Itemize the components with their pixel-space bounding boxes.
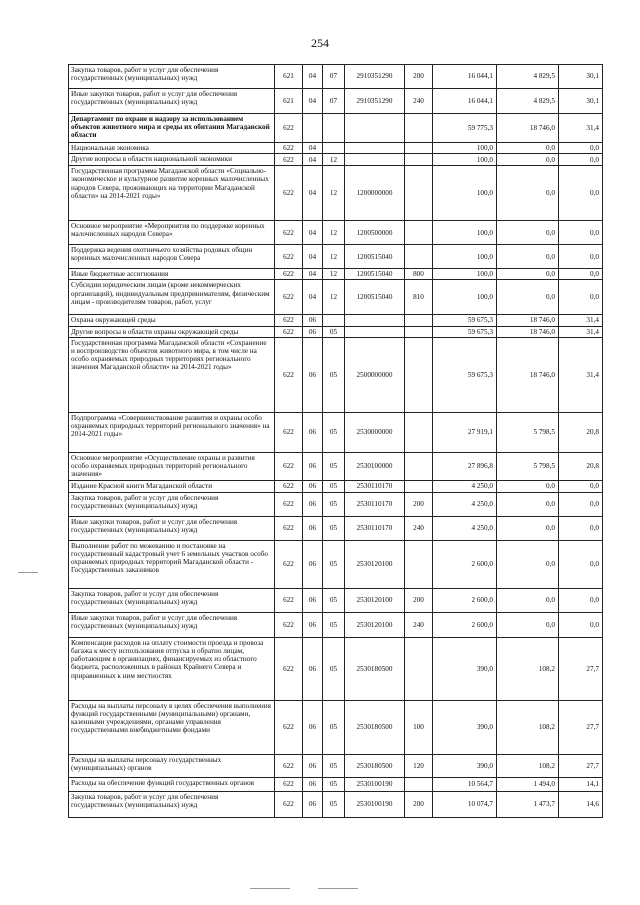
cell-ved: 622 [275, 221, 303, 245]
cell-fact: 4 829,5 [497, 65, 559, 89]
cell-csr [345, 114, 405, 143]
table-row [69, 337, 603, 412]
cell-percent: 0,0 [559, 492, 603, 516]
cell-csr: 2530100000 [345, 452, 405, 480]
cell-csr: 1200515040 [345, 280, 405, 315]
cell-vr [405, 480, 433, 492]
cell-fact: 0,0 [497, 516, 559, 540]
table-row [69, 221, 603, 245]
cell-fact: 18 746,0 [497, 315, 559, 326]
table-row [69, 412, 603, 452]
cell-plan: 2 600,0 [433, 588, 497, 612]
table-row [69, 791, 603, 817]
table-row [69, 245, 603, 269]
cell-csr: 2530100190 [345, 791, 405, 817]
cell-vr: 120 [405, 754, 433, 777]
page-number: 254 [311, 36, 329, 50]
cell-csr: 1200500000 [345, 221, 405, 245]
cell-vr [405, 143, 433, 154]
cell-pr: 05 [323, 492, 345, 516]
cell-fact: 0,0 [497, 269, 559, 280]
cell-plan: 390,0 [433, 754, 497, 777]
cell-ved: 622 [275, 480, 303, 492]
cell-fact: 0,0 [497, 166, 559, 221]
cell-csr: 2530120100 [345, 540, 405, 588]
cell-pr: 05 [323, 588, 345, 612]
cell-ved: 622 [275, 166, 303, 221]
table-row [69, 516, 603, 540]
cell-rz: 04 [303, 143, 323, 154]
table-row [69, 700, 603, 754]
cell-csr: 1200515040 [345, 269, 405, 280]
cell-name: Другие вопросы в области национальной экономики [69, 154, 275, 166]
cell-percent: 31,4 [559, 337, 603, 412]
cell-fact: 5 798,5 [497, 412, 559, 452]
cell-csr: 2530120100 [345, 612, 405, 637]
cell-vr: 200 [405, 588, 433, 612]
cell-plan: 27 919,1 [433, 412, 497, 452]
table-row [69, 777, 603, 791]
table-row [69, 452, 603, 480]
cell-csr [345, 326, 405, 337]
budget-table-body [69, 65, 603, 818]
cell-rz: 06 [303, 337, 323, 412]
cell-plan: 59 675,3 [433, 315, 497, 326]
cell-rz: 06 [303, 412, 323, 452]
cell-plan: 4 250,0 [433, 492, 497, 516]
cell-percent: 0,0 [559, 221, 603, 245]
cell-rz: 04 [303, 89, 323, 114]
cell-pr: 05 [323, 754, 345, 777]
cell-pr: 05 [323, 700, 345, 754]
cell-rz: 06 [303, 540, 323, 588]
cell-name: Расходы на выплаты персоналу в целях обеспечения выполнения функций государственными (муниципальными) органами, казенными учреждениями, органами управления государственными внебюджетными фондами [69, 700, 275, 754]
cell-ved: 622 [275, 337, 303, 412]
cell-name: Иные закупки товаров, работ и услуг для обеспечения государственных (муниципальных) нужд [69, 612, 275, 637]
cell-vr [405, 315, 433, 326]
cell-name: Основное мероприятие «Осуществление охраны и развития особо охраняемых природных территорий регионального значения» [69, 452, 275, 480]
cell-fact: 4 829,5 [497, 89, 559, 114]
cell-percent: 31,4 [559, 326, 603, 337]
cell-name: Расходы на обеспечение функций государственных органов [69, 777, 275, 791]
cell-vr: 240 [405, 89, 433, 114]
cell-vr: 240 [405, 612, 433, 637]
cell-pr: 05 [323, 540, 345, 588]
cell-rz: 06 [303, 480, 323, 492]
cell-rz: 04 [303, 280, 323, 315]
cell-pr: 05 [323, 412, 345, 452]
cell-plan: 100,0 [433, 280, 497, 315]
cell-vr: 100 [405, 700, 433, 754]
cell-plan: 100,0 [433, 166, 497, 221]
table-row [69, 143, 603, 154]
cell-fact: 0,0 [497, 143, 559, 154]
cell-ved: 622 [275, 412, 303, 452]
cell-plan: 59 775,3 [433, 114, 497, 143]
cell-percent: 0,0 [559, 245, 603, 269]
cell-vr [405, 114, 433, 143]
cell-percent: 0,0 [559, 480, 603, 492]
cell-plan: 2 600,0 [433, 612, 497, 637]
cell-rz: 04 [303, 65, 323, 89]
cell-plan: 390,0 [433, 637, 497, 700]
cell-name: Департамент по охране и надзору за использованием объектов животного мира и среды их обитания Магаданской области [69, 114, 275, 143]
cell-percent: 0,0 [559, 154, 603, 166]
cell-name: Закупка товаров, работ и услуг для обеспечения государственных (муниципальных) нужд [69, 791, 275, 817]
cell-csr: 2910351290 [345, 65, 405, 89]
table-row [69, 166, 603, 221]
cell-rz: 06 [303, 754, 323, 777]
cell-pr: 05 [323, 637, 345, 700]
cell-rz: 06 [303, 791, 323, 817]
cell-vr [405, 412, 433, 452]
cell-rz: 04 [303, 154, 323, 166]
cell-percent: 31,4 [559, 315, 603, 326]
cell-ved: 622 [275, 754, 303, 777]
cell-name: Государственная программа Магаданской области «Сохранение и воспроизводство объектов животного мира, в том числе на особо охраняемых природных территориях регионального значения Магаданской области» на 2014-2021 годы» [69, 337, 275, 412]
cell-vr: 810 [405, 280, 433, 315]
cell-csr: 2530180500 [345, 700, 405, 754]
cell-ved: 622 [275, 280, 303, 315]
cell-plan: 2 600,0 [433, 540, 497, 588]
cell-vr [405, 326, 433, 337]
cell-csr: 1200000000 [345, 166, 405, 221]
cell-rz: 06 [303, 492, 323, 516]
cell-fact: 0,0 [497, 245, 559, 269]
cell-percent: 0,0 [559, 269, 603, 280]
cell-fact: 108,2 [497, 754, 559, 777]
cell-percent: 0,0 [559, 280, 603, 315]
cell-ved: 622 [275, 245, 303, 269]
cell-ved: 622 [275, 612, 303, 637]
cell-percent: 0,0 [559, 588, 603, 612]
cell-csr: 2530180500 [345, 637, 405, 700]
cell-fact: 0,0 [497, 612, 559, 637]
cell-fact: 0,0 [497, 540, 559, 588]
table-row [69, 588, 603, 612]
cell-ved: 622 [275, 143, 303, 154]
cell-plan: 27 896,8 [433, 452, 497, 480]
cell-pr: 05 [323, 777, 345, 791]
table-row [69, 612, 603, 637]
cell-pr: 12 [323, 154, 345, 166]
cell-rz: 04 [303, 245, 323, 269]
cell-ved: 622 [275, 700, 303, 754]
table-row [69, 540, 603, 588]
table-row [69, 637, 603, 700]
cell-rz: 06 [303, 700, 323, 754]
cell-vr [405, 337, 433, 412]
cell-rz: 06 [303, 588, 323, 612]
cell-vr: 240 [405, 516, 433, 540]
cell-pr: 12 [323, 269, 345, 280]
cell-fact: 0,0 [497, 221, 559, 245]
cell-csr: 1200515040 [345, 245, 405, 269]
table-row [69, 315, 603, 326]
cell-vr: 200 [405, 492, 433, 516]
cell-csr: 2530110170 [345, 480, 405, 492]
cell-name: Иные бюджетные ассигнования [69, 269, 275, 280]
cell-percent: 27,7 [559, 700, 603, 754]
cell-fact: 0,0 [497, 154, 559, 166]
cell-plan: 10 564,7 [433, 777, 497, 791]
cell-plan: 100,0 [433, 143, 497, 154]
cell-ved: 622 [275, 777, 303, 791]
cell-rz: 04 [303, 269, 323, 280]
cell-vr: 800 [405, 269, 433, 280]
cell-name: Закупка товаров, работ и услуг для обеспечения государственных (муниципальных) нужд [69, 588, 275, 612]
cell-percent: 14,1 [559, 777, 603, 791]
cell-plan: 100,0 [433, 154, 497, 166]
cell-name: Другие вопросы в области охраны окружающей среды [69, 326, 275, 337]
cell-fact: 18 746,0 [497, 337, 559, 412]
cell-fact: 108,2 [497, 637, 559, 700]
cell-pr: 05 [323, 480, 345, 492]
cell-fact: 108,2 [497, 700, 559, 754]
cell-pr: 05 [323, 516, 345, 540]
cell-rz: 04 [303, 221, 323, 245]
cell-vr: 200 [405, 791, 433, 817]
cell-ved: 622 [275, 326, 303, 337]
cell-pr: 05 [323, 337, 345, 412]
cell-name: Закупка товаров, работ и услуг для обеспечения государственных (муниципальных) нужд [69, 492, 275, 516]
cell-fact: 0,0 [497, 588, 559, 612]
cell-pr: 07 [323, 89, 345, 114]
cell-plan: 4 250,0 [433, 480, 497, 492]
cell-percent: 30,1 [559, 65, 603, 89]
scan-artifact [318, 888, 358, 889]
cell-csr: 2530110170 [345, 516, 405, 540]
table-row [69, 114, 603, 143]
cell-percent: 20,8 [559, 412, 603, 452]
cell-name: Иные закупки товаров, работ и услуг для обеспечения государственных (муниципальных) нужд [69, 89, 275, 114]
cell-csr [345, 315, 405, 326]
table-row [69, 480, 603, 492]
table-row [69, 89, 603, 114]
cell-rz: 06 [303, 637, 323, 700]
cell-fact: 18 746,0 [497, 114, 559, 143]
cell-percent: 0,0 [559, 516, 603, 540]
table-row [69, 269, 603, 280]
cell-csr: 2910351290 [345, 89, 405, 114]
cell-rz: 04 [303, 166, 323, 221]
cell-ved: 622 [275, 315, 303, 326]
cell-name: Охрана окружающей среды [69, 315, 275, 326]
cell-plan: 390,0 [433, 700, 497, 754]
cell-plan: 4 250,0 [433, 516, 497, 540]
scan-artifact [18, 572, 38, 573]
cell-fact: 18 746,0 [497, 326, 559, 337]
cell-csr: 2530110170 [345, 492, 405, 516]
cell-ved: 622 [275, 269, 303, 280]
cell-ved: 621 [275, 89, 303, 114]
cell-plan: 59 675,3 [433, 326, 497, 337]
table-row [69, 326, 603, 337]
cell-ved: 622 [275, 791, 303, 817]
cell-name: Государственная программа Магаданской области «Социально-экономическое и культурное развитие коренных малочисленных народов Севера, проживающих на территории Магаданской области» на 2014-2021 годы» [69, 166, 275, 221]
cell-plan: 100,0 [433, 269, 497, 280]
cell-rz: 06 [303, 452, 323, 480]
cell-vr [405, 221, 433, 245]
cell-pr: 05 [323, 612, 345, 637]
cell-ved: 622 [275, 114, 303, 143]
cell-vr [405, 777, 433, 791]
table-row [69, 154, 603, 166]
cell-rz: 06 [303, 612, 323, 637]
cell-percent: 0,0 [559, 612, 603, 637]
cell-ved: 622 [275, 516, 303, 540]
cell-name: Иные закупки товаров, работ и услуг для обеспечения государственных (муниципальных) нужд [69, 516, 275, 540]
cell-name: Выполнение работ по межеванию и постановке на государственный кадастровый учет 6 земельных участков особо охраняемых природных территорий Магаданской области - Государственных заказников [69, 540, 275, 588]
cell-name: Компенсация расходов на оплату стоимости проезда и провоза багажа к месту использования отпуска и обратно лицам, работающим в организациях, финансируемых из областного бюджета, расположенных в районах Крайнего Севера и приравненных к ним местностях [69, 637, 275, 700]
cell-percent: 27,7 [559, 637, 603, 700]
cell-ved: 622 [275, 540, 303, 588]
cell-rz: 06 [303, 326, 323, 337]
cell-csr: 2500000000 [345, 337, 405, 412]
cell-fact: 1 473,7 [497, 791, 559, 817]
cell-percent: 0,0 [559, 166, 603, 221]
cell-vr [405, 154, 433, 166]
cell-percent: 20,8 [559, 452, 603, 480]
cell-percent: 0,0 [559, 540, 603, 588]
cell-ved: 622 [275, 588, 303, 612]
budget-table [68, 64, 603, 818]
table-row [69, 280, 603, 315]
cell-pr [323, 143, 345, 154]
table-row [69, 65, 603, 89]
cell-percent: 27,7 [559, 754, 603, 777]
cell-plan: 100,0 [433, 221, 497, 245]
cell-name: Основное мероприятие «Мероприятия по поддержке коренных малочисленных народов Севера» [69, 221, 275, 245]
cell-fact: 1 494,0 [497, 777, 559, 791]
cell-plan: 100,0 [433, 245, 497, 269]
cell-name: Субсидии юридическим лицам (кроме некоммерческих организаций), индивидуальным предпринимателям, физическим лицам - производителям товаров, работ, услуг [69, 280, 275, 315]
cell-rz [303, 114, 323, 143]
cell-ved: 621 [275, 65, 303, 89]
cell-name: Подпрограмма «Совершенствование развития и охраны особо охраняемых природных территорий регионального значения» на 2014-2021 годы» [69, 412, 275, 452]
cell-csr: 2530180500 [345, 754, 405, 777]
cell-csr: 2530120100 [345, 588, 405, 612]
cell-percent: 31,4 [559, 114, 603, 143]
cell-fact: 0,0 [497, 492, 559, 516]
table-row [69, 754, 603, 777]
cell-fact: 5 798,5 [497, 452, 559, 480]
cell-name: Национальная экономика [69, 143, 275, 154]
cell-plan: 59 675,3 [433, 337, 497, 412]
cell-fact: 0,0 [497, 480, 559, 492]
cell-pr: 12 [323, 221, 345, 245]
cell-pr: 12 [323, 245, 345, 269]
cell-pr: 12 [323, 166, 345, 221]
cell-name: Поддержка ведения охотничьего хозяйства родовых общин коренных малочисленных народов Севера [69, 245, 275, 269]
cell-plan: 10 074,7 [433, 791, 497, 817]
cell-plan: 16 044,1 [433, 65, 497, 89]
cell-rz: 06 [303, 777, 323, 791]
cell-ved: 622 [275, 637, 303, 700]
cell-ved: 622 [275, 452, 303, 480]
cell-pr: 05 [323, 791, 345, 817]
cell-percent: 14,6 [559, 791, 603, 817]
cell-csr: 2530000000 [345, 412, 405, 452]
cell-name: Закупка товаров, работ и услуг для обеспечения государственных (муниципальных) нужд [69, 65, 275, 89]
cell-vr [405, 245, 433, 269]
cell-pr: 05 [323, 452, 345, 480]
cell-csr: 2530100190 [345, 777, 405, 791]
cell-csr [345, 143, 405, 154]
cell-ved: 622 [275, 154, 303, 166]
cell-vr [405, 452, 433, 480]
cell-pr [323, 114, 345, 143]
cell-pr: 07 [323, 65, 345, 89]
cell-pr: 05 [323, 326, 345, 337]
cell-fact: 0,0 [497, 280, 559, 315]
cell-csr [345, 154, 405, 166]
cell-name: Расходы на выплаты персоналу государственных (муниципальных) органов [69, 754, 275, 777]
cell-rz: 06 [303, 516, 323, 540]
cell-rz: 06 [303, 315, 323, 326]
cell-pr [323, 315, 345, 326]
table-row [69, 492, 603, 516]
cell-name: Издание Красной книги Магаданской области [69, 480, 275, 492]
cell-pr: 12 [323, 280, 345, 315]
cell-vr [405, 540, 433, 588]
scan-artifact [250, 888, 290, 889]
cell-vr [405, 637, 433, 700]
cell-percent: 30,1 [559, 89, 603, 114]
cell-vr [405, 166, 433, 221]
cell-percent: 0,0 [559, 143, 603, 154]
cell-vr: 200 [405, 65, 433, 89]
cell-ved: 622 [275, 492, 303, 516]
cell-plan: 16 044,1 [433, 89, 497, 114]
